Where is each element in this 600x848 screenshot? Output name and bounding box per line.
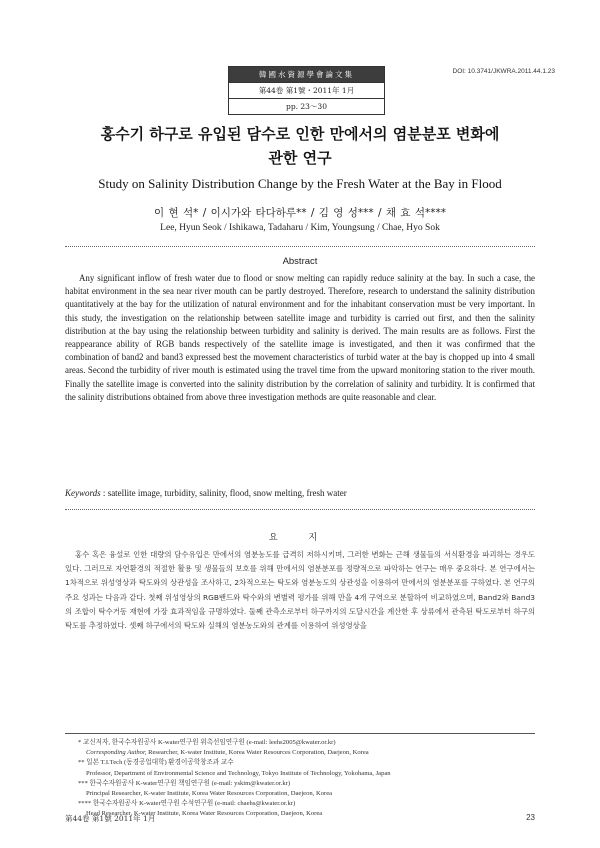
divider-dotted: [65, 509, 535, 510]
footnote-sub-text: Researcher, K-water Institute, Korea Water Resources Corporation, Daejeon, Korea: [146, 749, 369, 757]
footnote-item: [78, 758, 538, 778]
keywords-label: Keywords: [65, 488, 101, 498]
footnote-item: [78, 738, 538, 758]
summary-body: 홍수 혹은 융설로 인한 대량의 담수유입은 만에서의 염분농도를 급격히 저하시키며, 그러한 변화는 근해 생물들의 서식환경을 파괴하는 경우도 있다. 그러므로 자연환경의 적절한 활용 및 생물들의 보호를 위해 만에서의 염분분포를 정량적으로 파악하는 연구는 매우 중요하다. 본 연구에서는 1차적으로 위성영상과 탁도와의 상관성을 조사하고, 2차적으로는 탁도와 염분농도의 상관성을 이용하여 만에서의 염분분포를 구하였다. 본 연구의 주요 성과는 다음과 같다. 첫째 위성영상의 RGB밴드와 탁수와의 변별력 평가를 위해 만을 4개 구역으로 분할하여 비교하였으며, Band2와 Band3의 조합이 탁수거동 재현에 가장 효과적임을 규명하였다. 둘째 관측소로부터 하구까지의 도달시간을 계산한 후 상류에서 관측된 탁도로부터 하구의 탁도를 추정하였다. 셋째 하구에서의 탁도와 실해의 염분농도와의 관계를 이용하여 위성영상을: [65, 550, 535, 631]
summary-heading: 요 지: [268, 533, 332, 543]
footnote-sub: Head Researcher, K-water Institute, Korea Water Resources Corporation, Daejeon, Korea: [86, 810, 323, 818]
journal-name: 韓國水資源學會論文集: [229, 67, 384, 82]
footnote-item: [78, 779, 538, 799]
footnote-sub: Professor, Department of Environmental Science and Technology, Tokyo Institute of Technology, Yokohama, Japan: [86, 769, 391, 777]
doi-label[interactable]: DOI: 10.3741/JKWRA.2011.44.1.23: [452, 68, 555, 75]
title-korean-line1: 홍수기 하구로 유입된 담수로 인한 만에서의 염분분포 변화에: [100, 125, 500, 143]
title-english: Study on Salinity Distribution Change by the Fresh Water at the Bay in Flood: [98, 176, 502, 191]
footnotes: [78, 738, 538, 820]
abstract-heading: Abstract: [282, 256, 318, 267]
authors-english: Lee, Hyun Seok / Ishikawa, Tadaharu / Kim, Youngsung / Chae, Hyo Sok: [160, 223, 440, 233]
divider-dotted: [65, 246, 535, 247]
footnote-sub: [78, 748, 538, 758]
journal-info-box: [228, 66, 385, 115]
journal-pages: pp. 23～30: [229, 98, 384, 114]
footnote-main: ** 일본 T.I.Tech (동경공업대학) 환경이공학창조과 교수: [78, 759, 234, 767]
title-korean: [0, 122, 600, 170]
footnote-main: * 교신저자, 한국수자원공사 K-water연구원 위촉선임연구원 (e-mail: leehs2005@kwater.or.kr): [78, 739, 336, 746]
footnote-main: **** 한국수자원공사 K-water연구원 수석연구원 (e-mail: chaehs@kwater.or.kr): [78, 800, 296, 808]
abstract-body: Any significant inflow of fresh water due to flood or snow melting can rapidly reduce salinity at the bay. In such a case, the habitat environment in the sea near river mouth can be partly destroyed. Therefore, research to understand the salinity distribution quantitatively at the bay for the utilization of natural environment and for the inhabitant conservation must be very important. In this study, the investigation on the relationship between satellite image and turbidity is carried out first, and then the salinity distribution at the bay using the relationship between turbidity and salinity is derived. The main results are as follows. First the reappearance ability of RGB bands respectively of the satellite image is investigated, and then it was confirmed that the combination of band2 and band3 expressed best the movement characteristics of turbid water at the bay is chopped up into 4 small areas. Second the turbidity of river mouth is estimated using the travel time from the upward monitoring station to the river mouth. Finally the satellite image is converted into the salinity distribution by the correlation of salinity and turbidity. It is confirmed that the salinity distributions obtained from above three investigation methods are quite reasonable and clear.: [65, 273, 535, 402]
keywords-text: satellite image, turbidity, salinity, flood, snow melting, fresh water: [107, 488, 347, 498]
authors-korean: 이 현 석* / 이시가와 타다하루** / 김 영 성*** / 채 효 석****: [154, 207, 446, 219]
footnote-rule: [65, 733, 535, 734]
keywords-separator: :: [100, 488, 108, 498]
footnote-sub: Principal Researcher, K-water Institute, Korea Water Resources Corporation, Daejeon, Korea: [86, 790, 333, 798]
page-number: 23: [526, 813, 535, 822]
footnote-main: *** 한국수자원공사 K-water연구원 책임연구원 (e-mail: yskim@kwater.or.kr): [78, 779, 291, 787]
journal-volume: 第44卷 第1號・2011年 1月: [229, 82, 384, 98]
title-korean-line2: 관한 연구: [268, 149, 332, 167]
footnote-sub-italic: Corresponding Author,: [86, 749, 147, 757]
keywords-line: [65, 488, 535, 498]
footer-journal-issue: 第44卷 第1號 2011年 1月: [65, 814, 156, 823]
